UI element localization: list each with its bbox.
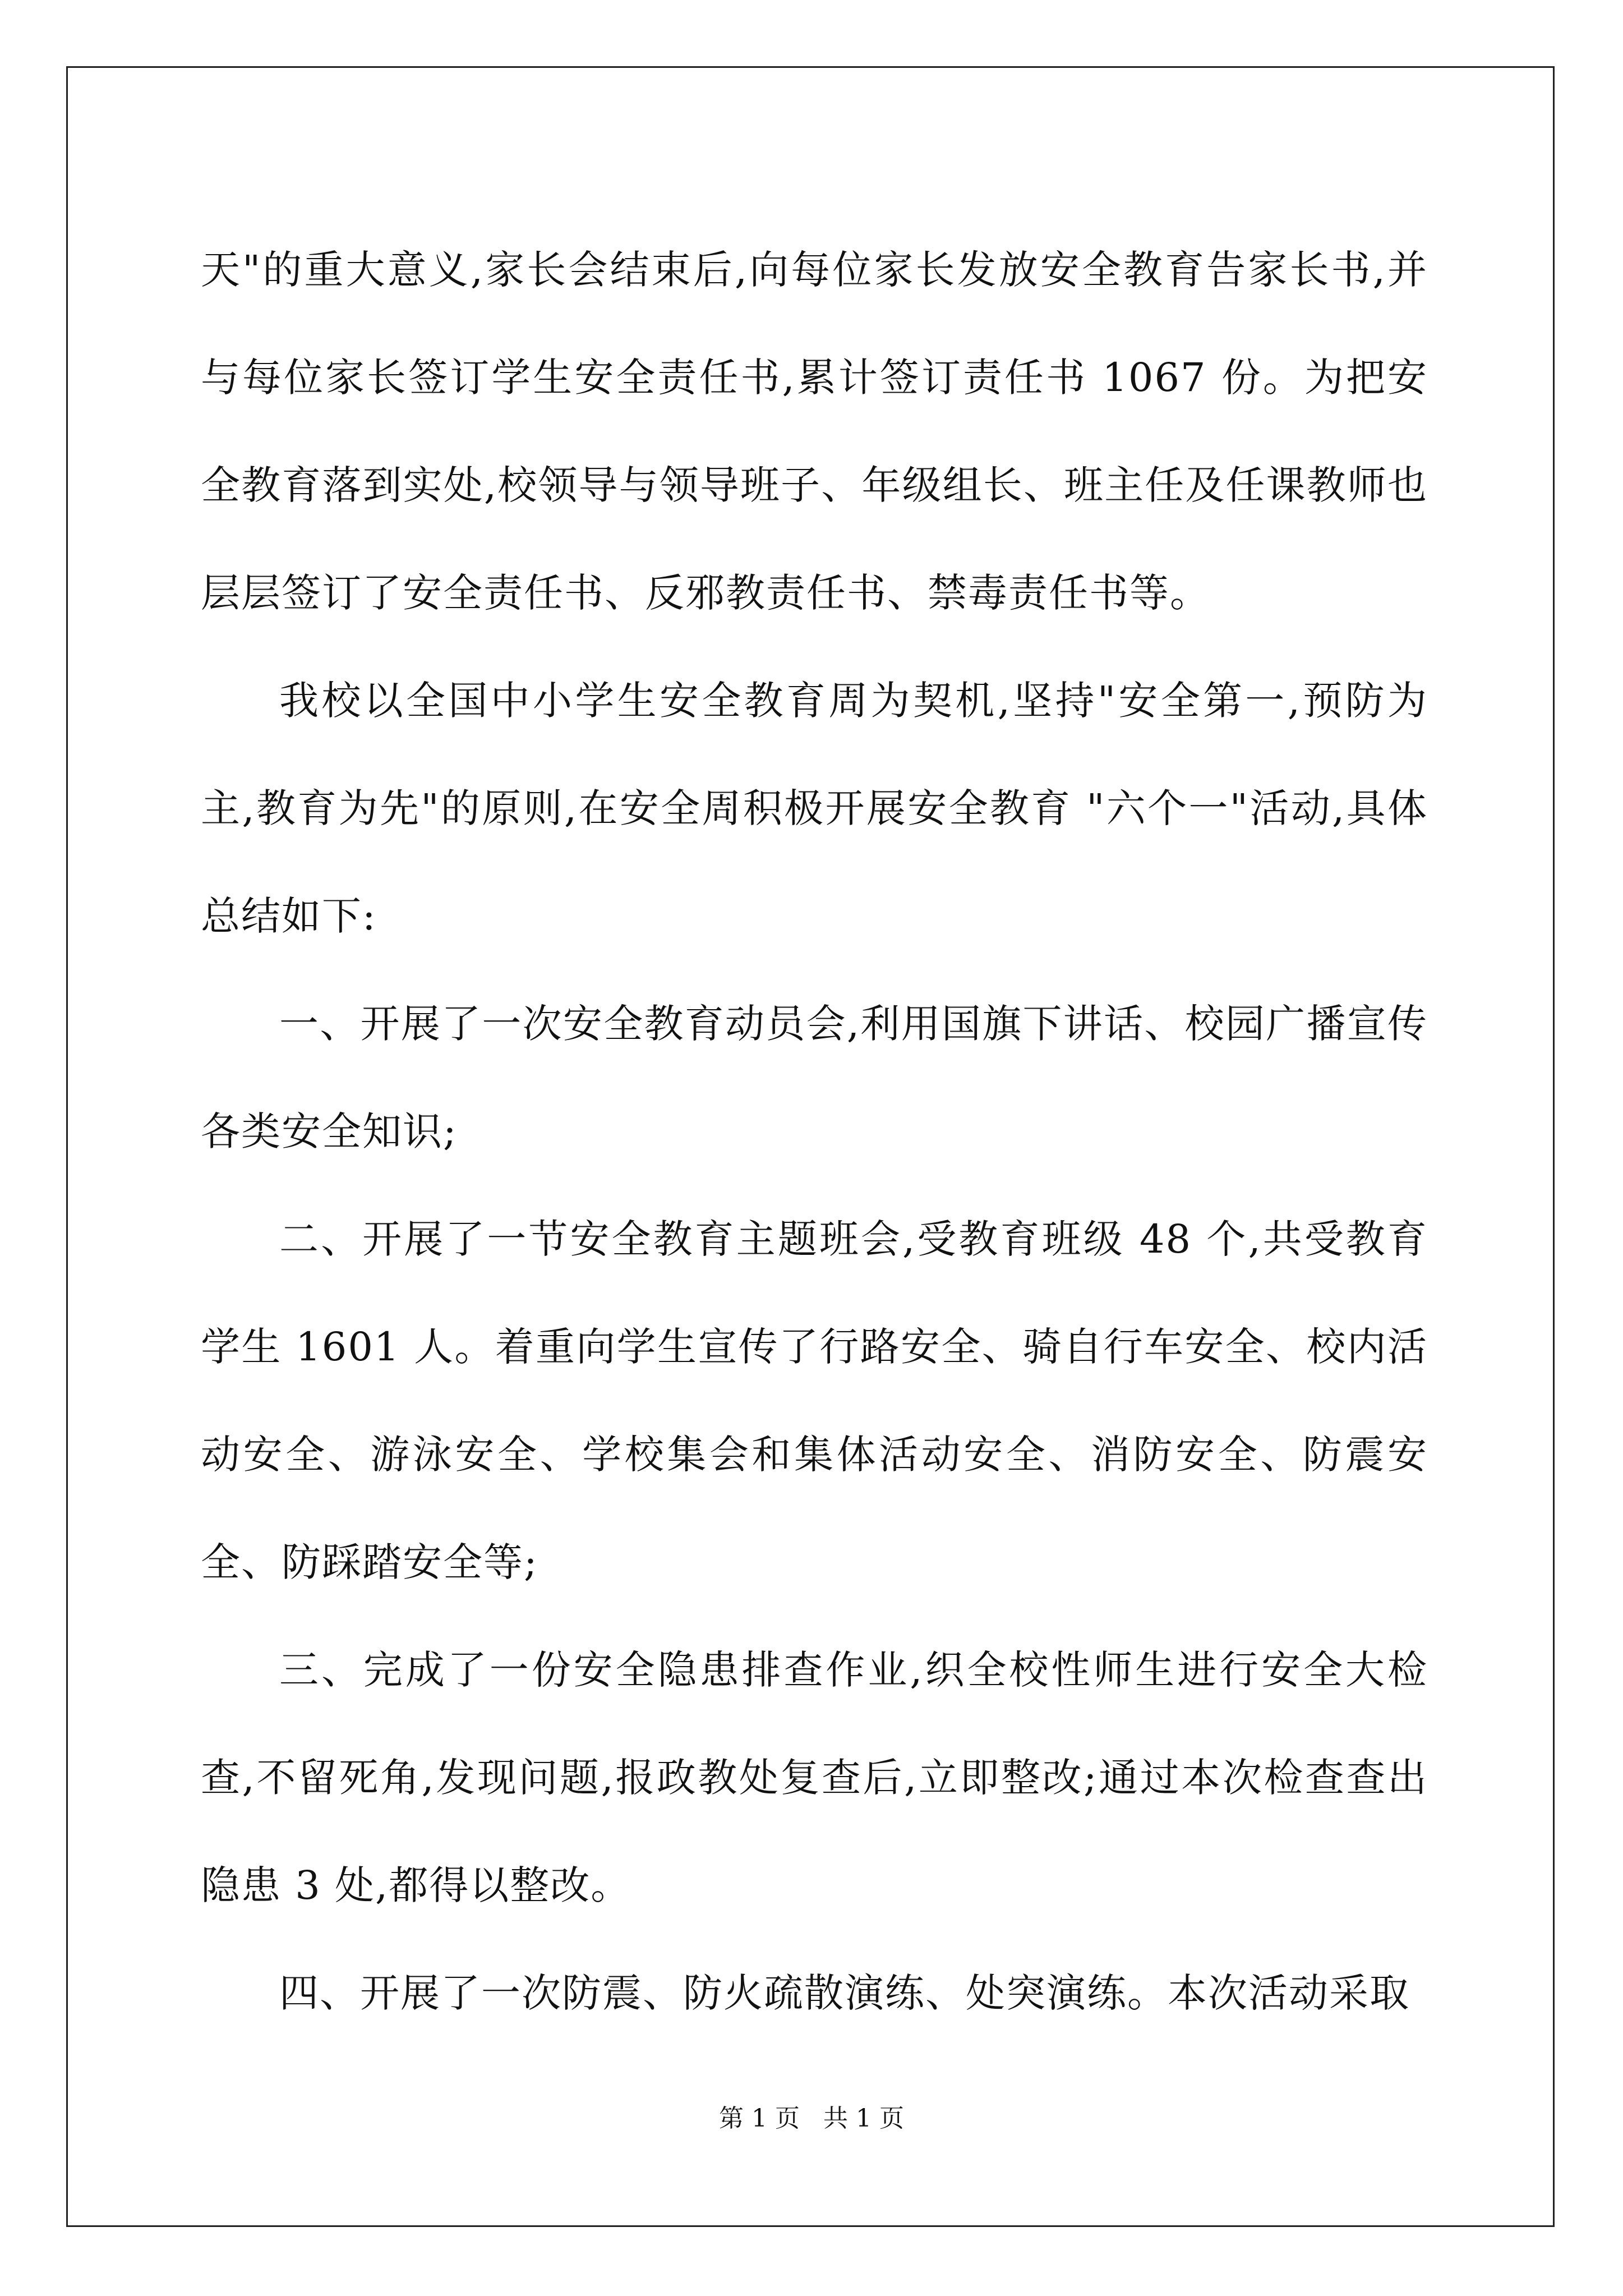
paragraph-4: 二、开展了一节安全教育主题班会,受教育班级 48 个,共受教育学生 1601 人。着重向学生宣传了行路安全、骑自行车安全、校内活动安全、游泳安全、学校集会和集体活动安全、消防安全、防震安全、防踩踏安全等; <box>201 1216 1428 1585</box>
page-number: 第 1 页 <box>719 2104 800 2133</box>
paragraph-1: 天"的重大意义,家长会结束后,向每位家长发放安全教育告家长书,并与每位家长签订学生安全责任书,累计签订责任书 1067 份。为把安全教育落到实处,校领导与领导班子、年级组长、班主任及任课教师也层层签订了安全责任书、反邪教责任书、禁毒责任书等。 <box>201 247 1428 616</box>
document-body <box>201 216 1428 2047</box>
page-footer <box>0 2098 1623 2134</box>
paragraph-5: 三、完成了一份安全隐患排查作业,织全校性师生进行安全大检查,不留死角,发现问题,报政教处复查后,立即整改;通过本次检查查出隐患 3 处,都得以整改。 <box>201 1647 1428 1908</box>
paragraph-3: 一、开展了一次安全教育动员会,利用国旗下讲话、校园广播宣传各类安全知识; <box>201 1001 1428 1154</box>
page-total: 共 1 页 <box>823 2104 904 2133</box>
paragraph-2: 我校以全国中小学生安全教育周为契机,坚持"安全第一,预防为主,教育为先"的原则,在安全周积极开展安全教育 "六个一"活动,具体总结如下: <box>201 678 1428 939</box>
paragraph-6: 四、开展了一次防震、防火疏散演练、处突演练。本次活动采取 <box>279 1970 1410 2016</box>
